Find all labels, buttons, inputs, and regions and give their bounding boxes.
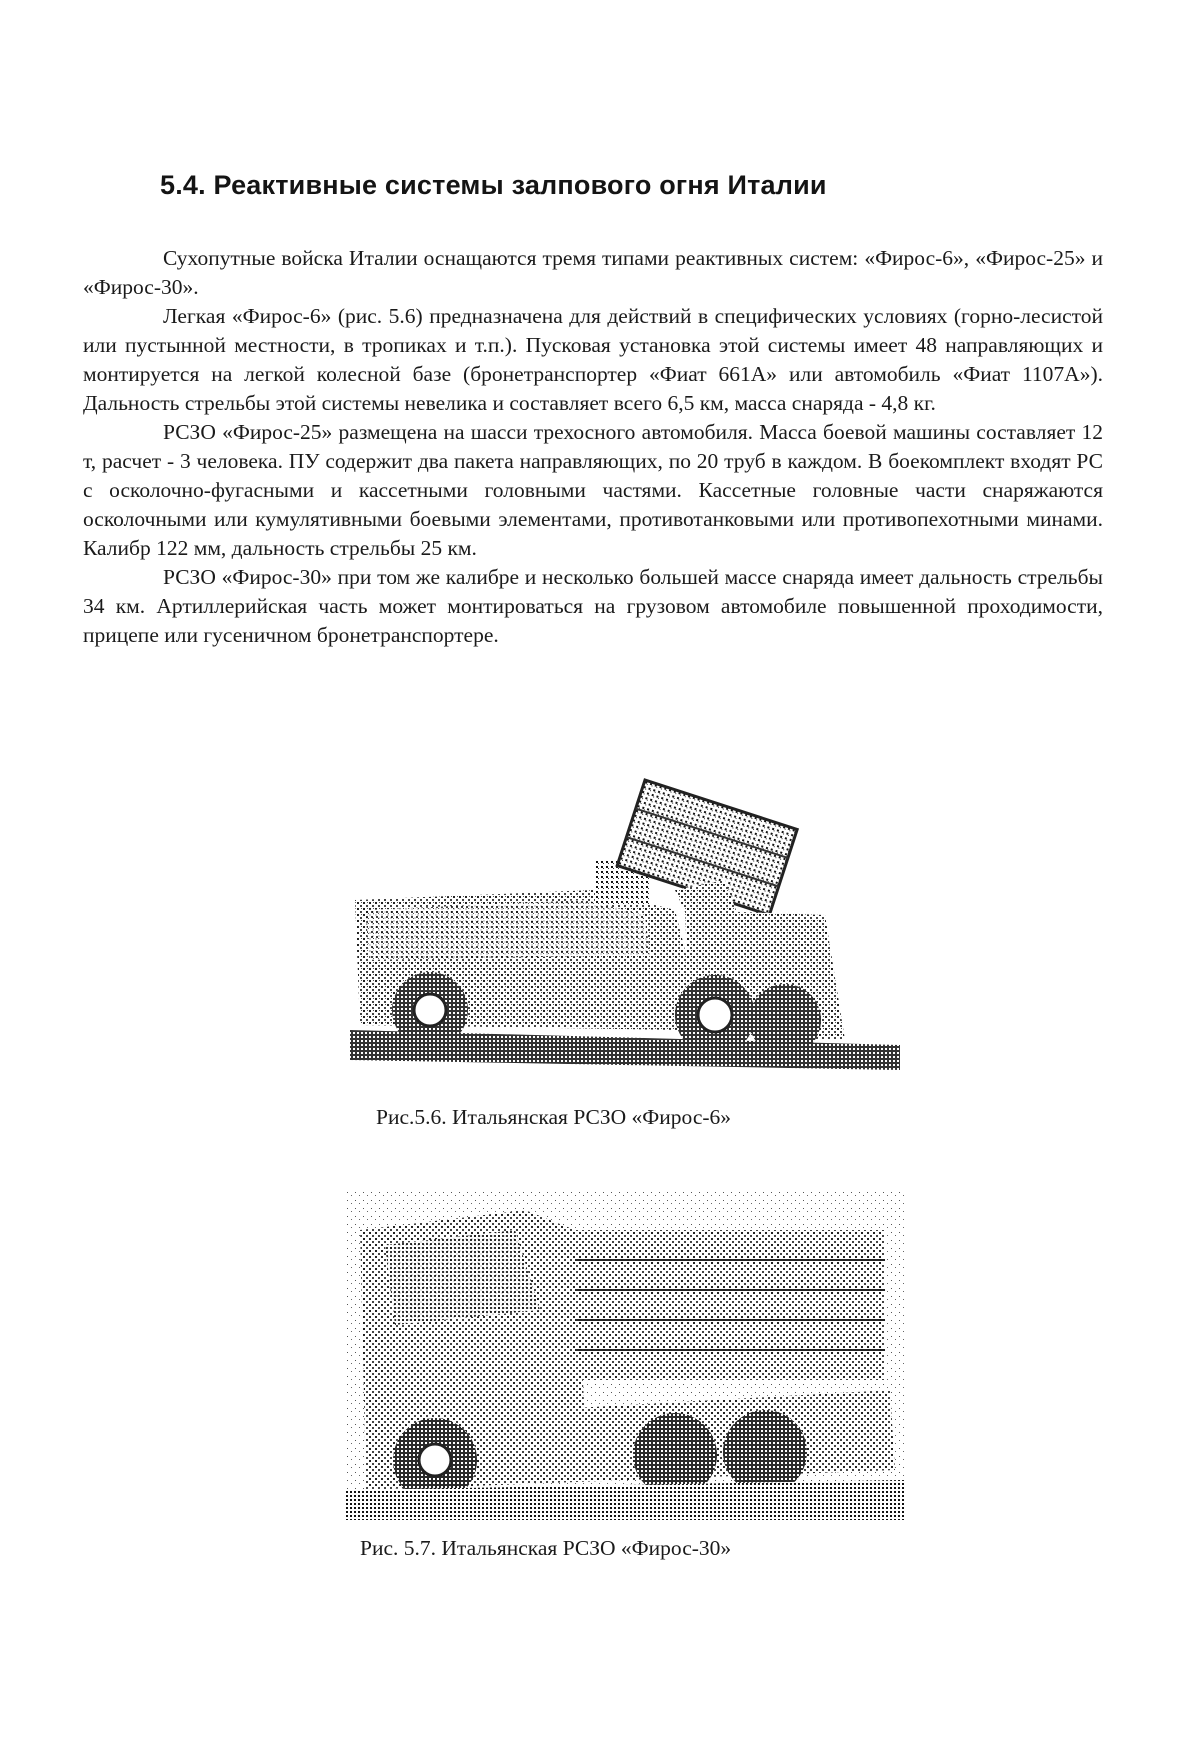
- body-text: [83, 244, 1103, 650]
- paragraph: Сухопутные войска Италии оснащаются тремя типами реактивных систем: «Фирос-6», «Фирос-25» и «Фирос-30».: [83, 246, 1103, 299]
- paragraph: РСЗО «Фирос-30» при том же калибре и несколько большей массе снаряда имеет дальность стрельбы 34 км. Артиллерийская часть может монтироваться на грузовом автомобиле повышенной проходимости, прицепе или гусеничном бронетранспортере.: [83, 565, 1103, 647]
- rocket-launcher-vehicle-image: [345, 740, 905, 1075]
- paragraph: РСЗО «Фирос-25» размещена на шасси трехосного автомобиля. Масса боевой машины составляет 12 т, расчет - 3 человека. ПУ содержит два пакета направляющих, по 20 труб в каждом. В боекомплект входят РС с осколочно-фугасными и кассетными головными частями. Кассетные головные части снаряжаются осколочными или кумулятивными боевыми элементами, противотанковыми или противопехотными минами. Калибр 122 мм, дальность стрельбы 25 км.: [83, 420, 1103, 560]
- figure-caption: Рис.5.6. Итальянская РСЗО «Фирос-6»: [376, 1105, 732, 1129]
- figure-firos-30-photo: [345, 1190, 905, 1520]
- figure-firos-6-photo: [345, 740, 905, 1075]
- rocket-launcher-truck-image: [345, 1190, 905, 1520]
- section-heading: 5.4. Реактивные системы залпового огня Италии: [160, 170, 827, 200]
- paragraph: Легкая «Фирос-6» (рис. 5.6) предназначена для действий в специфических условиях (горно-лесистой или пустынной местности, в тропиках и т.п.). Пусковая установка этой системы имеет 48 направляющих и монтируется на легкой колесной базе (бронетранспортер «Фиат 661А» или автомобиль «Фиат 1107А»). Дальность стрельбы этой системы невелика и составляет всего 6,5 км, масса снаряда - 4,8 кг.: [83, 304, 1103, 415]
- figure-caption: Рис. 5.7. Итальянская РСЗО «Фирос-30»: [360, 1536, 732, 1560]
